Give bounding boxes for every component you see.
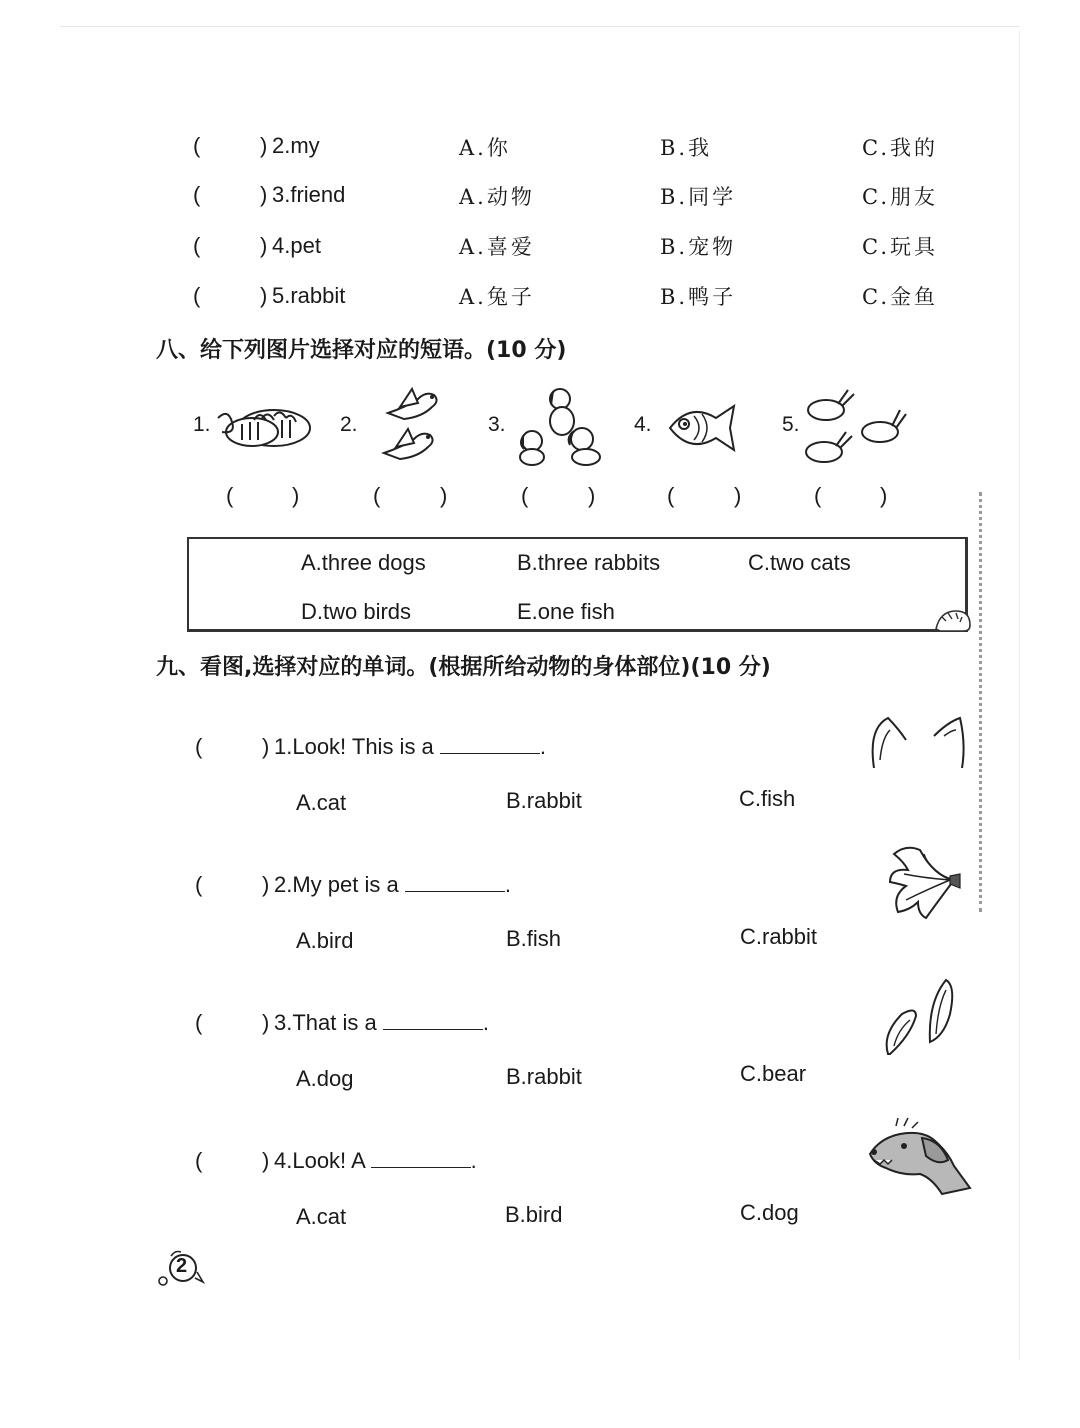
picture-answer-paren-open[interactable]: ( (373, 483, 381, 508)
picture-number: 3. (488, 413, 506, 436)
answer-paren-close: ) (262, 734, 270, 759)
option-a: A.你 (459, 136, 511, 160)
fill-blank[interactable] (371, 1149, 471, 1168)
phrase-option: B.three rabbits (517, 550, 661, 575)
answer-paren-open[interactable]: ( (193, 283, 201, 308)
question-word: 5.rabbit (272, 283, 346, 308)
option-b: B.我 (660, 136, 713, 160)
picture-answer-paren-open[interactable]: ( (521, 483, 529, 508)
option-c: C.fish (739, 786, 796, 811)
picture-number: 2. (340, 413, 358, 436)
picture-answer-paren-close: ) (292, 483, 300, 508)
option-c: C.bear (740, 1061, 807, 1086)
option-b: B.宠物 (660, 235, 737, 259)
option-a: A.喜爱 (459, 235, 535, 259)
question-suffix: . (470, 1148, 477, 1173)
picture-answer-paren-close: ) (440, 483, 448, 508)
option-a: A.兔子 (459, 285, 535, 309)
option-c: C.dog (740, 1200, 799, 1225)
answer-paren-close: ) (260, 283, 268, 308)
picture-answer-paren-open[interactable]: ( (226, 483, 234, 508)
option-a: A.cat (296, 1204, 347, 1229)
picture-answer-paren-close: ) (588, 483, 596, 508)
rabbits-icon (800, 386, 908, 468)
picture-number: 4. (634, 413, 652, 436)
fish-tail-icon (884, 840, 962, 920)
question-text (274, 872, 511, 898)
phrase-option: D.two birds (301, 599, 412, 624)
hedgehog-decoration-icon (932, 605, 972, 635)
answer-paren-close: ) (262, 872, 270, 897)
option-c: C.金鱼 (862, 285, 938, 309)
fill-blank[interactable] (440, 735, 540, 754)
answer-paren-close: ) (260, 233, 268, 258)
question-text (274, 1148, 477, 1174)
answer-paren-open[interactable]: ( (195, 734, 203, 759)
question-suffix: . (482, 1010, 489, 1035)
option-a: A.动物 (459, 185, 535, 209)
option-c: C.rabbit (740, 924, 818, 949)
option-a: A.bird (296, 928, 354, 953)
option-b: B.鸭子 (660, 285, 737, 309)
cats-icon (212, 400, 314, 452)
fill-blank[interactable] (383, 1011, 483, 1030)
page-number: 2 (176, 1255, 188, 1277)
question-word: 2.my (272, 133, 320, 158)
phrase-option: A.three dogs (301, 550, 426, 575)
option-c: C.我的 (862, 136, 938, 160)
answer-paren-open[interactable]: ( (195, 1010, 203, 1035)
answer-paren-open[interactable]: ( (195, 1148, 203, 1173)
fish-icon (664, 398, 740, 456)
answer-paren-close: ) (262, 1010, 270, 1035)
fill-blank[interactable] (405, 873, 505, 892)
answer-paren-close: ) (260, 133, 268, 158)
binding-dotted-line (979, 492, 982, 912)
option-b: B.rabbit (506, 788, 582, 813)
option-c: C.朋友 (862, 185, 938, 209)
rabbit-ears-icon (880, 976, 960, 1060)
picture-answer-paren-open[interactable]: ( (814, 483, 822, 508)
picture-answer-paren-open[interactable]: ( (667, 483, 675, 508)
dog-head-icon (866, 1114, 974, 1196)
question-suffix: . (504, 872, 511, 897)
section8-title: 八、给下列图片选择对应的短语。(10 分) (156, 338, 567, 363)
option-a: A.dog (296, 1066, 354, 1091)
question-word: 4.pet (272, 233, 321, 258)
question-prefix: 2.My pet is a (274, 872, 399, 897)
phrase-option: C.two cats (748, 550, 851, 575)
picture-answer-paren-close: ) (734, 483, 742, 508)
question-word: 3.friend (272, 182, 346, 207)
phrase-option: E.one fish (517, 599, 615, 624)
answer-paren-open[interactable]: ( (193, 133, 201, 158)
option-b: B.同学 (660, 185, 737, 209)
option-b: B.bird (505, 1202, 563, 1227)
option-c: C.玩具 (862, 235, 938, 259)
picture-number: 1. (193, 413, 211, 436)
option-a: A.cat (296, 790, 347, 815)
dogs-icon (510, 385, 606, 467)
section9-title: 九、看图,选择对应的单词。(根据所给动物的身体部位)(10 分) (156, 655, 771, 680)
picture-answer-paren-close: ) (880, 483, 888, 508)
cat-ears-icon (864, 712, 968, 772)
question-prefix: 1.Look! This is a (274, 734, 434, 759)
question-prefix: 3.That is a (274, 1010, 377, 1035)
page-edge-right (1019, 30, 1020, 1360)
option-b: B.rabbit (506, 1064, 582, 1089)
question-suffix: . (539, 734, 547, 759)
answer-paren-open[interactable]: ( (195, 872, 203, 897)
answer-paren-close: ) (262, 1148, 270, 1173)
page-edge-top (60, 26, 1020, 27)
answer-paren-open[interactable]: ( (193, 182, 201, 207)
question-prefix: 4.Look! A (274, 1148, 365, 1173)
option-b: B.fish (506, 926, 562, 951)
picture-number: 5. (782, 413, 800, 436)
question-text (274, 734, 546, 760)
answer-paren-close: ) (260, 182, 268, 207)
birds-icon (380, 385, 446, 471)
answer-paren-open[interactable]: ( (193, 233, 201, 258)
question-text (274, 1010, 489, 1036)
